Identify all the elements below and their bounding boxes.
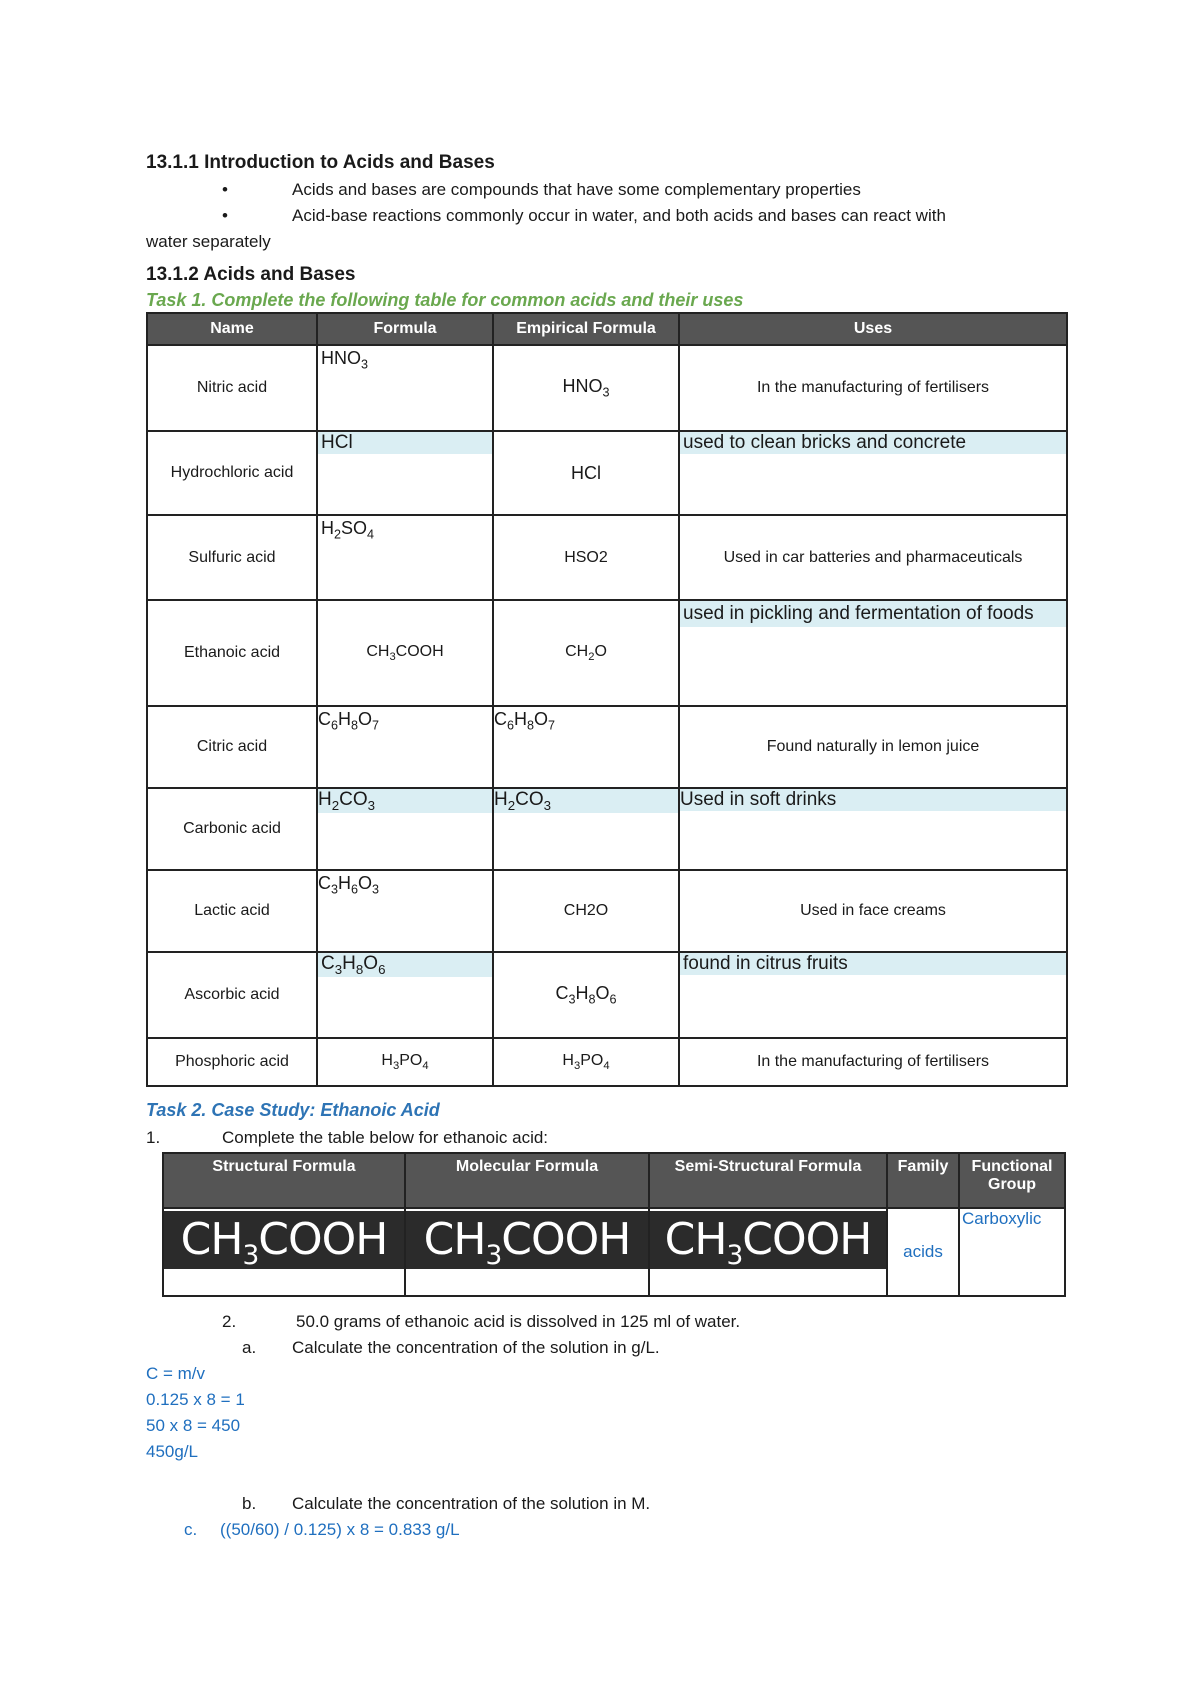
answer-a-line: C = m/v bbox=[146, 1364, 206, 1383]
formula-text: $C_3H_6O_3$ bbox=[318, 873, 380, 897]
qb-number: b. bbox=[242, 1494, 257, 1513]
cell-uses: In the manufacturing of fertilisers bbox=[679, 1038, 1067, 1086]
qc-number: c. bbox=[184, 1520, 198, 1539]
cell-family[interactable] bbox=[887, 1208, 959, 1296]
cell-uses[interactable] bbox=[679, 952, 1067, 1038]
cell-name: Phosphoric acid bbox=[147, 1038, 317, 1086]
cell-empirical[interactable]: CH2O bbox=[493, 870, 679, 952]
task2-title: Task 2. Case Study: Ethanoic Acid bbox=[146, 1100, 440, 1120]
cell-structural[interactable] bbox=[163, 1208, 405, 1296]
qa-text: Calculate the concentration of the solution in g/L. bbox=[292, 1338, 660, 1357]
cell-empirical[interactable] bbox=[493, 431, 679, 515]
table-row bbox=[147, 1038, 1067, 1086]
cell-uses[interactable] bbox=[679, 431, 1067, 515]
cell-formula[interactable] bbox=[317, 431, 493, 515]
cell-uses: In the manufacturing of fertilisers bbox=[679, 345, 1067, 431]
ethanoic-table bbox=[162, 1152, 1066, 1297]
table-row bbox=[147, 515, 1067, 600]
answer-a-line: 0.125 x 8 = 1 bbox=[146, 1390, 245, 1409]
table-header-row bbox=[163, 1153, 1065, 1208]
cell-empirical[interactable]: $CH_2O$ bbox=[493, 600, 679, 706]
col-header-structural: Structural Formula bbox=[163, 1153, 405, 1208]
cell-name: Ethanoic acid bbox=[147, 600, 317, 706]
qb-text: Calculate the concentration of the solution in M. bbox=[292, 1494, 651, 1513]
semi-structural-formula: $CH_3COOH$ bbox=[650, 1211, 886, 1269]
qc-text: ((50/60) / 0.125) x 8 = 0.833 g/L bbox=[220, 1520, 460, 1539]
cell-formula[interactable] bbox=[317, 870, 493, 952]
col-header-formula: Formula bbox=[317, 313, 493, 345]
cell-uses: Found naturally in lemon juice bbox=[679, 706, 1067, 788]
cell-empirical[interactable]: HSO2 bbox=[493, 515, 679, 600]
section-heading-acids-bases: 13.1.2 Acids and Bases bbox=[146, 264, 356, 285]
bullet-text-2-cont: water separately bbox=[146, 232, 271, 251]
cell-formula[interactable]: $CH_3COOH$ bbox=[317, 600, 493, 706]
cell-molecular[interactable] bbox=[405, 1208, 649, 1296]
cell-formula[interactable] bbox=[317, 515, 493, 600]
bullet-dot: • bbox=[222, 206, 228, 225]
cell-name: Nitric acid bbox=[147, 345, 317, 431]
col-header-empirical: Empirical Formula bbox=[493, 313, 679, 345]
uses-text: used in pickling and fermentation of foods bbox=[680, 601, 1066, 627]
cell-formula[interactable]: $H_3PO_4$ bbox=[317, 1038, 493, 1086]
cell-empirical[interactable] bbox=[493, 706, 679, 788]
acids-table bbox=[146, 312, 1068, 1087]
table-row bbox=[147, 952, 1067, 1038]
q2-text: 50.0 grams of ethanoic acid is dissolved in 125 ml of water. bbox=[296, 1312, 741, 1331]
table-row bbox=[147, 345, 1067, 431]
cell-name: Sulfuric acid bbox=[147, 515, 317, 600]
table-row bbox=[147, 706, 1067, 788]
empirical-text: $H_2CO_3$ bbox=[494, 789, 678, 813]
col-header-molecular: Molecular Formula bbox=[405, 1153, 649, 1208]
cell-uses[interactable] bbox=[679, 600, 1067, 706]
formula-text: $HNO_3$ bbox=[321, 348, 369, 372]
task1-title: Task 1. Complete the following table for common acids and their uses bbox=[146, 290, 744, 310]
cell-formula[interactable] bbox=[317, 706, 493, 788]
formula-text: $C_3H_8O_6$ bbox=[318, 953, 492, 977]
empirical-text: $C_6H_8O_7$ bbox=[494, 709, 556, 733]
cell-uses[interactable] bbox=[679, 788, 1067, 870]
answer-a-line: 450g/L bbox=[146, 1442, 198, 1461]
cell-empirical[interactable] bbox=[493, 788, 679, 870]
functional-group-text: Carboxylic bbox=[962, 1209, 1042, 1228]
cell-semi-structural[interactable] bbox=[649, 1208, 887, 1296]
cell-formula[interactable] bbox=[317, 788, 493, 870]
cell-empirical[interactable]: $H_3PO_4$ bbox=[493, 1038, 679, 1086]
cell-functional-group[interactable] bbox=[959, 1208, 1065, 1296]
table-row bbox=[147, 788, 1067, 870]
answer-a-line: 50 x 8 = 450 bbox=[146, 1416, 241, 1435]
bullet-text-2: Acid-base reactions commonly occur in water, and both acids and bases can react with bbox=[292, 206, 946, 225]
table-row bbox=[163, 1208, 1065, 1296]
q2-number: 2. bbox=[222, 1312, 237, 1331]
bullet-text-1: Acids and bases are compounds that have some complementary properties bbox=[292, 180, 861, 199]
uses-text: Used in soft drinks bbox=[680, 789, 1066, 811]
qa-number: a. bbox=[242, 1338, 257, 1357]
table-row bbox=[147, 870, 1067, 952]
uses-text: found in citrus fruits bbox=[680, 953, 1066, 975]
formula-text: $H_2CO_3$ bbox=[318, 789, 492, 813]
cell-name: Citric acid bbox=[147, 706, 317, 788]
cell-name: Ascorbic acid bbox=[147, 952, 317, 1038]
col-header-family: Family bbox=[887, 1153, 959, 1208]
bullet-dot: • bbox=[222, 180, 228, 199]
cell-empirical[interactable]: $C_3H_8O_6$ bbox=[493, 952, 679, 1038]
col-header-uses: Uses bbox=[679, 313, 1067, 345]
cell-uses: Used in face creams bbox=[679, 870, 1067, 952]
q1-text: Complete the table below for ethanoic acid: bbox=[222, 1128, 549, 1147]
molecular-formula: $CH_3COOH$ bbox=[406, 1211, 648, 1269]
structural-formula: $CH_3COOH$ bbox=[164, 1211, 404, 1269]
cell-name: Carbonic acid bbox=[147, 788, 317, 870]
formula-text: $H_2SO_4$ bbox=[321, 518, 375, 542]
uses-text: used to clean bricks and concrete bbox=[680, 432, 1066, 454]
table-row bbox=[147, 431, 1067, 515]
col-header-name: Name bbox=[147, 313, 317, 345]
family-text: acids bbox=[903, 1242, 943, 1261]
formula-text: HCl bbox=[318, 432, 492, 454]
col-header-functional-group: Functional Group bbox=[959, 1153, 1065, 1208]
q1-number: 1. bbox=[146, 1128, 161, 1147]
cell-name: Lactic acid bbox=[147, 870, 317, 952]
cell-uses: Used in car batteries and pharmaceuticals bbox=[679, 515, 1067, 600]
cell-empirical[interactable]: $HNO_3$ bbox=[493, 345, 679, 431]
table-header-row bbox=[147, 313, 1067, 345]
col-header-semi-structural: Semi-Structural Formula bbox=[649, 1153, 887, 1208]
cell-formula[interactable] bbox=[317, 952, 493, 1038]
cell-name: Hydrochloric acid bbox=[147, 431, 317, 515]
cell-formula[interactable] bbox=[317, 345, 493, 431]
formula-text: $C_6H_8O_7$ bbox=[318, 709, 380, 733]
section-heading-intro: 13.1.1 Introduction to Acids and Bases bbox=[146, 152, 495, 173]
table-row bbox=[147, 600, 1067, 706]
empirical-text: HCl bbox=[571, 462, 601, 483]
